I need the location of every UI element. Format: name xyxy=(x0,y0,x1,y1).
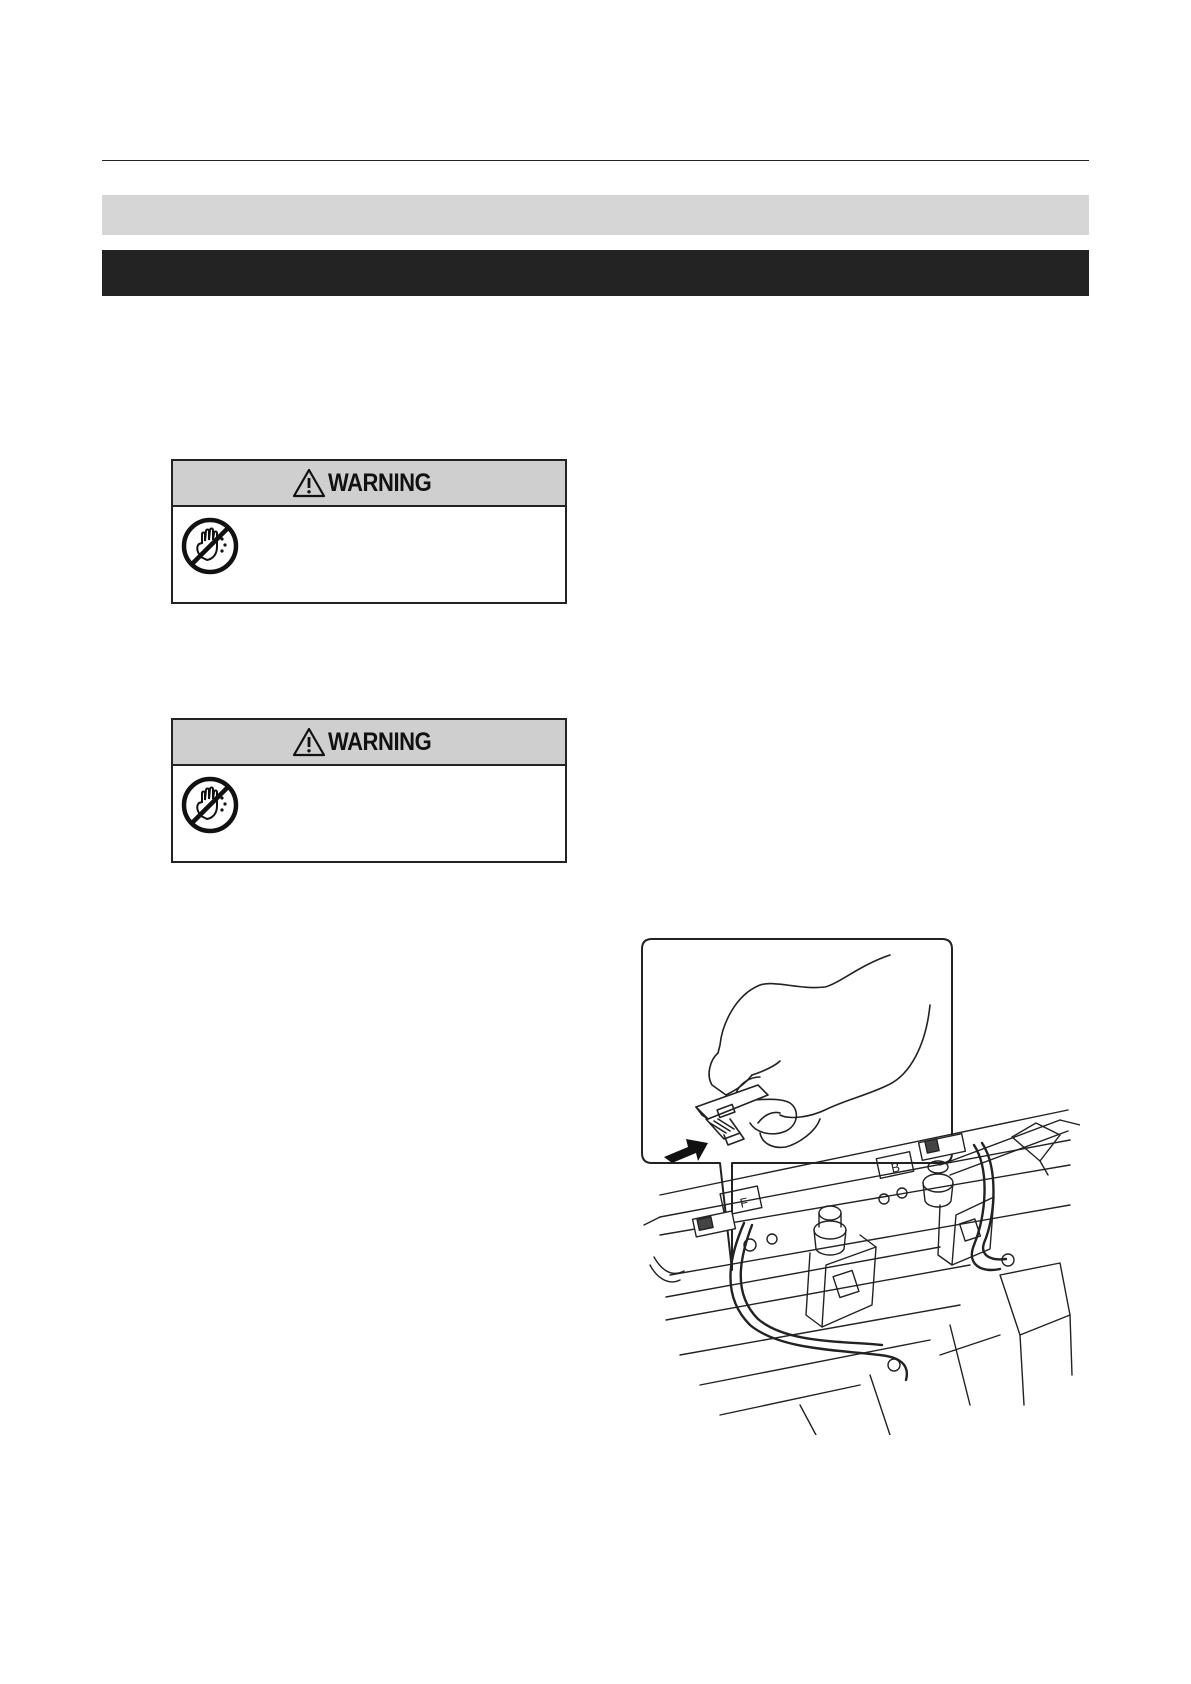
no-wet-hands-icon xyxy=(181,776,239,834)
warning-title: WARNING xyxy=(328,727,432,756)
header-rule xyxy=(102,160,1089,161)
figure-label-back: B xyxy=(889,1159,902,1176)
figure-label-front: F xyxy=(738,1194,750,1211)
insert-arrow-icon xyxy=(664,1139,708,1163)
section-header-band xyxy=(102,195,1089,235)
warning-title: WARNING xyxy=(328,468,432,497)
no-wet-hands-icon xyxy=(181,517,239,575)
connector-illustration xyxy=(640,935,1080,1435)
warning-triangle-icon xyxy=(292,468,326,498)
warning-header xyxy=(173,461,565,507)
warning-header xyxy=(173,720,565,766)
warning-box-2 xyxy=(171,718,567,863)
warning-box-1 xyxy=(171,459,567,604)
section-title-bar xyxy=(102,250,1089,296)
warning-triangle-icon xyxy=(292,727,326,757)
